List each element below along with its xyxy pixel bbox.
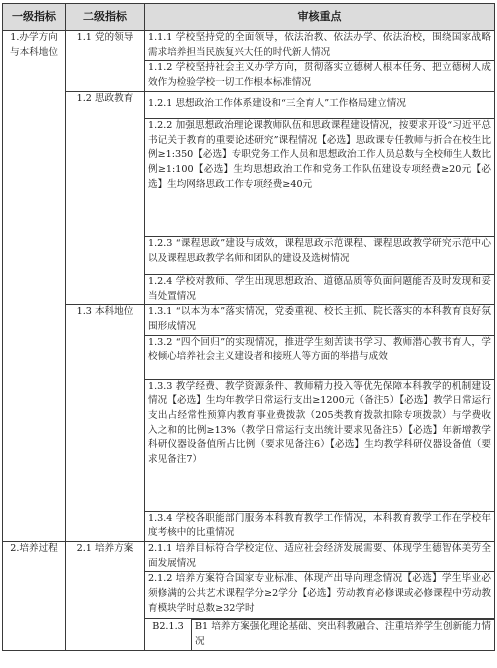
sub-item-cell (145, 619, 495, 651)
item-cell: 1.3.4 学校各职能部门服务本科教育教学工作情况，本科教育教学工作在学校年度考核中的比重情况 (145, 511, 495, 541)
item-cell: 1.2.2 加强思想政治理论课教师队伍和思政课程建设情况，按要求开设“习近平总书记关于教育的重要论述研究”课程情况【必选】思政课专任教师与折合在校生比例≥1:350【必选】专职党务工作人员和思想政治工作人员总数与全校师生人数比例≥1:100【必选】生均思想政治工作和党务工作队伍建设专项经费≥20元【必选】生均网络思政工作专项经费≥40元 (145, 118, 495, 236)
level1-cell: 1.办学方向与本科地位 (3, 31, 66, 542)
header-focus: 审核重点 (145, 4, 495, 31)
item-cell: 1.2.3 “课程思政”建设与成效，课程思政示范课程、课程思政教学研究示范中心以及课程思政教学名师和团队的建设及选树情况 (145, 236, 495, 274)
item-cell: 2.1.1 培养目标符合学校定位、适应社会经济发展需要、体现学生德智体美劳全面发展情况 (145, 542, 495, 572)
table-row (3, 305, 495, 335)
item-cell: 1.3.3 教学经费、教学资源条件、教师精力投入等优先保障本科教学的机制建设情况【必选】生均年教学日常运行支出≥1200元（备注5）【必选】教学日常运行支出占经常性预算内教育事业费拨款（205类教育拨款扣除专项拨款）与学费收入之和的比例≥13%（教学日常运行支出统计要求见备注5）【必选】年新增教学科研仪器设备值所占比例（要求见备注6）【必选】生均教学科研仪器设备值（要求见备注7） (145, 379, 495, 511)
item-cell: 1.1.1 学校坚持党的全面领导，依法治教、依法办学、依法治校，围绕国家战略需求培养担当民族复兴大任的时代新人情况 (145, 31, 495, 61)
sub-item-table (145, 619, 494, 649)
item-cell: 1.2.1 思想政治工作体系建设和“三全育人”工作格局建立情况 (145, 91, 495, 118)
header-level1: 一级指标 (3, 4, 66, 31)
item-cell: 2.1.2 培养方案符合国家专业标准、体现产出导向理念情况【必选】学生毕业必须修满的公共艺术课程学分≥2学分【必选】劳动教育必修课或必修课程中劳动教育模块学时总数≥32学时 (145, 572, 495, 619)
level2-cell: 1.2 思政教育 (66, 91, 145, 304)
sub-item-code: B2.1.3 (152, 620, 184, 632)
sub-item-text: B1 培养方案强化理论基础、突出科教融合、注重培养学生创新能力情况 (192, 620, 495, 650)
table-row (3, 542, 495, 572)
item-cell: 1.3.2 “四个回归”的实现情况，推进学生刻苦读书学习、教师潜心教书育人，学校倾心培养社会主义建设者和接班人等方面的举措与成效 (145, 335, 495, 379)
level1-cell: 2.培养过程 (3, 542, 66, 651)
item-cell: 1.2.4 学校对教师、学生出现思想政治、道德品质等负面问题能否及时发现和妥当处置情况 (145, 274, 495, 304)
audit-table (2, 3, 495, 651)
level2-cell: 1.3 本科地位 (66, 305, 145, 542)
item-cell: 1.3.1 “以本为本”落实情况，党委重视、校长主抓、院长落实的本科教育良好氛围形成情况 (145, 305, 495, 335)
level2-cell: 2.1 培养方案 (66, 542, 145, 651)
table-row (3, 31, 495, 61)
level2-cell: 1.1 党的领导 (66, 31, 145, 92)
table-row (3, 91, 495, 118)
header-level2: 二级指标 (66, 4, 145, 31)
table-header-row (3, 4, 495, 31)
item-cell: 1.1.2 学校坚持社会主义办学方向，贯彻落实立德树人根本任务、把立德树人成效作为检验学校一切工作根本标准情况 (145, 61, 495, 91)
